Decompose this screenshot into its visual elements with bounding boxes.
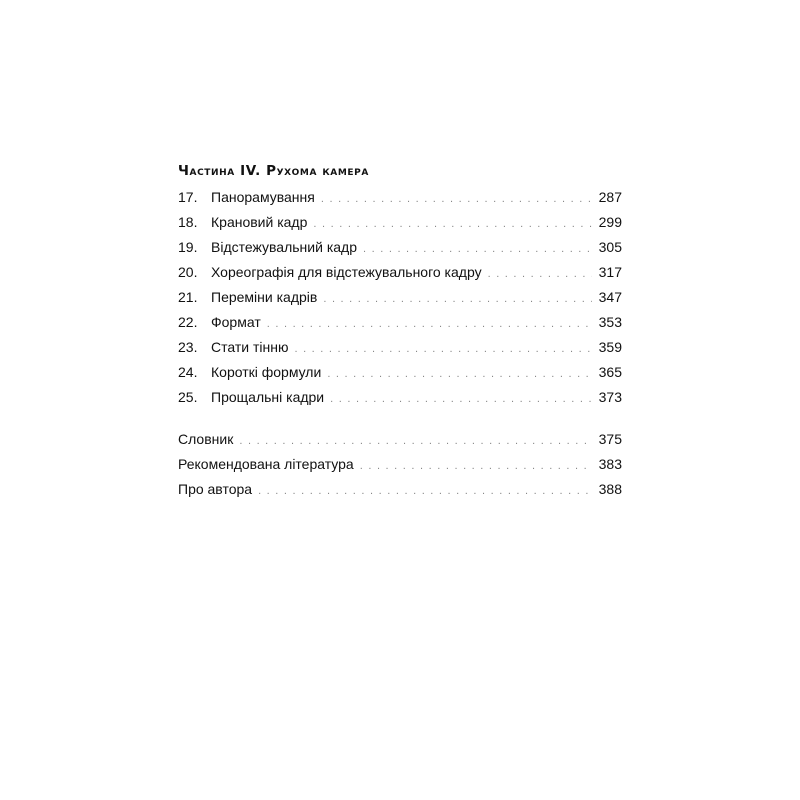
appendix-title: Про автора (178, 481, 253, 497)
toc-entry[interactable] (178, 260, 622, 285)
chapter-number: 18. (178, 214, 198, 230)
dot-leader (239, 429, 592, 454)
dot-leader (330, 387, 592, 412)
chapter-number: 19. (178, 239, 198, 255)
toc-entry[interactable] (178, 385, 622, 410)
dot-leader (294, 337, 592, 362)
page-number: 375 (598, 431, 622, 447)
chapter-title: Панорамування (211, 189, 315, 205)
toc-entry[interactable] (178, 360, 622, 385)
toc-entry-appendix[interactable] (178, 427, 622, 452)
dot-leader (321, 187, 592, 212)
chapter-title: Стати тінню (211, 339, 289, 355)
appendix-title: Рекомендована література (178, 456, 354, 472)
chapter-number: 21. (178, 289, 198, 305)
page-number: 388 (598, 481, 622, 497)
dot-leader (488, 262, 592, 287)
dot-leader (363, 237, 592, 262)
dot-leader (360, 454, 592, 479)
section-gap (178, 410, 622, 427)
page-number: 373 (598, 389, 622, 405)
chapter-title: Відстежувальний кадр (211, 239, 357, 255)
chapter-title: Переміни кадрів (211, 289, 318, 305)
toc-entry[interactable] (178, 310, 622, 335)
page-number: 347 (598, 289, 622, 305)
appendix-title: Словник (178, 431, 234, 447)
chapter-title: Прощальні кадри (211, 389, 325, 405)
toc-entry[interactable] (178, 185, 622, 210)
chapter-number: 24. (178, 364, 198, 380)
page-number: 383 (598, 456, 622, 472)
page-number: 353 (598, 314, 622, 330)
toc-entry[interactable] (178, 285, 622, 310)
chapter-title: Короткі формули (211, 364, 322, 380)
chapter-number: 20. (178, 264, 198, 280)
toc-entry-appendix[interactable] (178, 452, 622, 477)
page-number: 305 (598, 239, 622, 255)
page-number: 317 (598, 264, 622, 280)
chapter-title: Хореографія для відстежувального кадру (211, 264, 482, 280)
toc-entry[interactable] (178, 335, 622, 360)
dot-leader (267, 312, 592, 337)
page-number: 359 (598, 339, 622, 355)
chapter-number: 17. (178, 189, 198, 205)
chapter-title: Крановий кадр (211, 214, 308, 230)
toc-entry-appendix[interactable] (178, 477, 622, 502)
chapter-number: 25. (178, 389, 198, 405)
page-number: 287 (598, 189, 622, 205)
dot-leader (258, 479, 592, 504)
table-of-contents (178, 160, 622, 502)
page-number: 365 (598, 364, 622, 380)
toc-entry[interactable] (178, 235, 622, 260)
chapter-number: 23. (178, 339, 198, 355)
chapter-number: 22. (178, 314, 198, 330)
dot-leader (313, 212, 592, 237)
dot-leader (323, 287, 592, 312)
page-number: 299 (598, 214, 622, 230)
dot-leader (327, 362, 592, 387)
toc-entry[interactable] (178, 210, 622, 235)
chapter-title: Формат (211, 314, 261, 330)
part-title: Частина IV. Рухома камера (178, 163, 369, 179)
